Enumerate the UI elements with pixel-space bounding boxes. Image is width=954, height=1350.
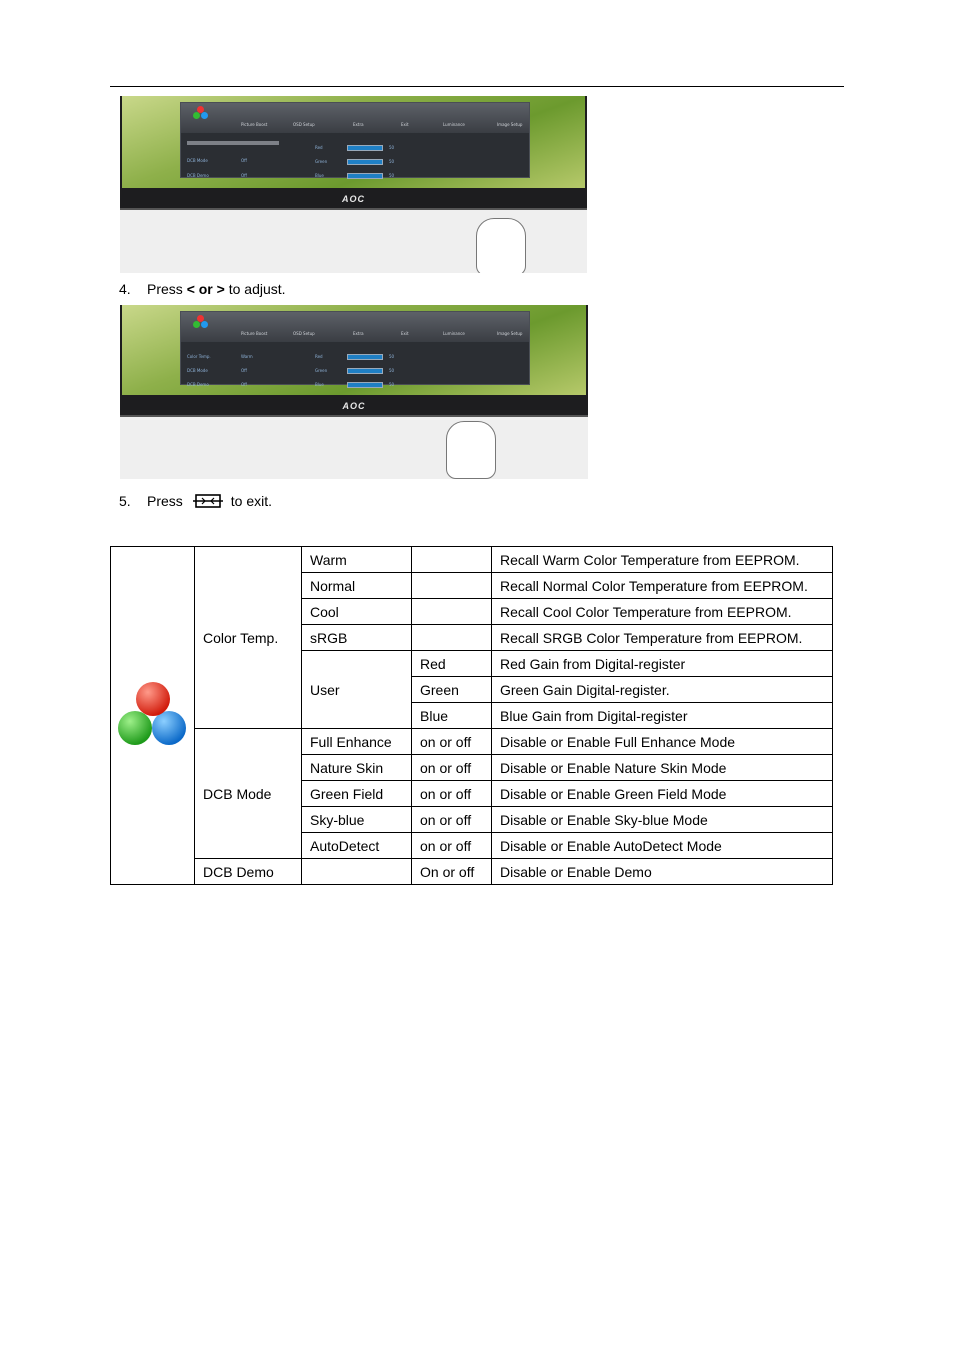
- option-cell: Nature Skin: [302, 755, 412, 781]
- desc-cell: Red Gain from Digital-register: [492, 651, 833, 677]
- option-cell: Full Enhance: [302, 729, 412, 755]
- option-cell: Sky-blue: [302, 807, 412, 833]
- desc-cell: Disable or Enable Full Enhance Mode: [492, 729, 833, 755]
- osd-gauge-value: 50: [389, 173, 395, 178]
- value-cell: Red: [412, 651, 492, 677]
- desc-cell: Disable or Enable Nature Skin Mode: [492, 755, 833, 781]
- osd-color-icon-blue: [201, 321, 208, 328]
- section-label: DCB Mode: [195, 729, 302, 859]
- osd-tab: Extra: [353, 122, 364, 127]
- step-5: [119, 493, 272, 512]
- osd-row-label: DCB Mode: [187, 368, 208, 373]
- monitor-screen: [122, 305, 586, 395]
- desc-cell: Recall SRGB Color Temperature from EEPROM.: [492, 625, 833, 651]
- step-text: to adjust.: [224, 281, 286, 297]
- value-cell: [412, 547, 492, 573]
- osd-color-icon-green: [193, 112, 200, 119]
- osd-gauge: [347, 382, 383, 388]
- value-cell: Green: [412, 677, 492, 703]
- osd-gauge-label: Blue: [315, 173, 324, 178]
- desc-cell: Recall Warm Color Temperature from EEPROM.: [492, 547, 833, 573]
- brand-logo: AOC: [342, 194, 365, 204]
- hand-pointer-icon: [476, 218, 526, 273]
- osd-row-label: Color Temp.: [187, 354, 211, 359]
- osd-gauge-value: 50: [389, 354, 395, 359]
- osd-gauge: [347, 354, 383, 360]
- color-setup-icon-cell: [111, 547, 195, 885]
- osd-row-value: Off: [241, 382, 247, 387]
- desc-cell: Disable or Enable Green Field Mode: [492, 781, 833, 807]
- osd-tab: Image Setup: [497, 122, 523, 127]
- osd-tab: Luminance: [443, 331, 465, 336]
- desc-cell: Recall Normal Color Temperature from EEPROM.: [492, 573, 833, 599]
- value-cell: On or off: [412, 859, 492, 885]
- value-cell: on or off: [412, 833, 492, 859]
- color-setup-icon: [116, 735, 190, 751]
- option-cell: Normal: [302, 573, 412, 599]
- osd-tab: Picture Boost: [241, 331, 268, 336]
- osd-row-value: Off: [241, 158, 247, 163]
- osd-tab-bar: [181, 103, 529, 133]
- value-cell: on or off: [412, 729, 492, 755]
- osd-row-value: Warm: [241, 354, 253, 359]
- option-cell: Cool: [302, 599, 412, 625]
- osd-row-value: Off: [241, 368, 247, 373]
- desc-cell: Recall Cool Color Temperature from EEPROM.: [492, 599, 833, 625]
- option-cell: Warm: [302, 547, 412, 573]
- desc-cell: Blue Gain from Digital-register: [492, 703, 833, 729]
- osd-tab: Exit: [401, 331, 409, 336]
- osd-color-icon-blue: [201, 112, 208, 119]
- osd-gauge-label: Green: [315, 159, 328, 164]
- osd-gauge-label: Blue: [315, 382, 324, 387]
- osd-tab: Exit: [401, 122, 409, 127]
- monitor-photo-1: [120, 96, 587, 273]
- section-label: Color Temp.: [195, 547, 302, 729]
- monitor-photo-2: [120, 305, 588, 479]
- value-cell: [412, 625, 492, 651]
- brand-logo: AOC: [342, 401, 366, 411]
- value-cell: on or off: [412, 781, 492, 807]
- step-4: [119, 281, 286, 297]
- option-cell: AutoDetect: [302, 833, 412, 859]
- desc-cell: Disable or Enable AutoDetect Mode: [492, 833, 833, 859]
- step-number: 4.: [119, 281, 131, 297]
- option-cell: [302, 859, 412, 885]
- value-cell: [412, 599, 492, 625]
- monitor-bezel: [120, 305, 588, 417]
- step-number: 5.: [119, 493, 131, 510]
- step-key: < or >: [186, 281, 225, 297]
- osd-row-label: DCB Mode: [187, 158, 208, 163]
- monitor-screen: [122, 96, 585, 188]
- osd-row-label: DCB Demo: [187, 173, 209, 178]
- value-cell: Blue: [412, 703, 492, 729]
- osd-tab: OSD Setup: [293, 122, 315, 127]
- desc-cell: Disable or Enable Sky-blue Mode: [492, 807, 833, 833]
- osd-gauge-label: Green: [315, 368, 328, 373]
- osd-gauge-value: 50: [389, 368, 395, 373]
- color-setup-table: [110, 546, 833, 885]
- option-cell: sRGB: [302, 625, 412, 651]
- osd-gauge-label: Red: [315, 145, 323, 150]
- hand-pointer-icon: [446, 421, 496, 479]
- osd-gauge-value: 50: [389, 382, 395, 387]
- option-cell: User: [302, 651, 412, 729]
- value-cell: [412, 573, 492, 599]
- value-cell: on or off: [412, 755, 492, 781]
- osd-tab: Extra: [353, 331, 364, 336]
- header-rule: [110, 86, 844, 87]
- osd-gauge: [347, 173, 383, 179]
- step-text: Press: [147, 493, 183, 510]
- desc-cell: Green Gain Digital-register.: [492, 677, 833, 703]
- osd-tab: Picture Boost: [241, 122, 268, 127]
- option-cell: Green Field: [302, 781, 412, 807]
- osd-tab-bar: [181, 312, 529, 342]
- osd-highlight-bar: [187, 141, 279, 145]
- exit-key-icon: [193, 493, 223, 512]
- osd-color-icon-green: [193, 321, 200, 328]
- osd-tab: OSD Setup: [293, 331, 315, 336]
- osd-gauge: [347, 145, 383, 151]
- step-text: to exit.: [230, 493, 273, 510]
- osd-gauge-label: Red: [315, 354, 323, 359]
- osd-gauge-value: 50: [389, 159, 395, 164]
- section-label: DCB Demo: [195, 859, 302, 885]
- osd-row-value: Off: [241, 173, 247, 178]
- step-text: Press: [147, 281, 187, 297]
- monitor-bezel: [120, 96, 587, 210]
- osd-gauge: [347, 368, 383, 374]
- osd-menu: [180, 311, 530, 385]
- osd-gauge: [347, 159, 383, 165]
- osd-row-label: DCB Demo: [187, 382, 209, 387]
- osd-tab: Image Setup: [497, 331, 523, 336]
- osd-menu: [180, 102, 530, 178]
- osd-tab: Luminance: [443, 122, 465, 127]
- value-cell: on or off: [412, 807, 492, 833]
- osd-gauge-value: 50: [389, 145, 395, 150]
- desc-cell: Disable or Enable Demo: [492, 859, 833, 885]
